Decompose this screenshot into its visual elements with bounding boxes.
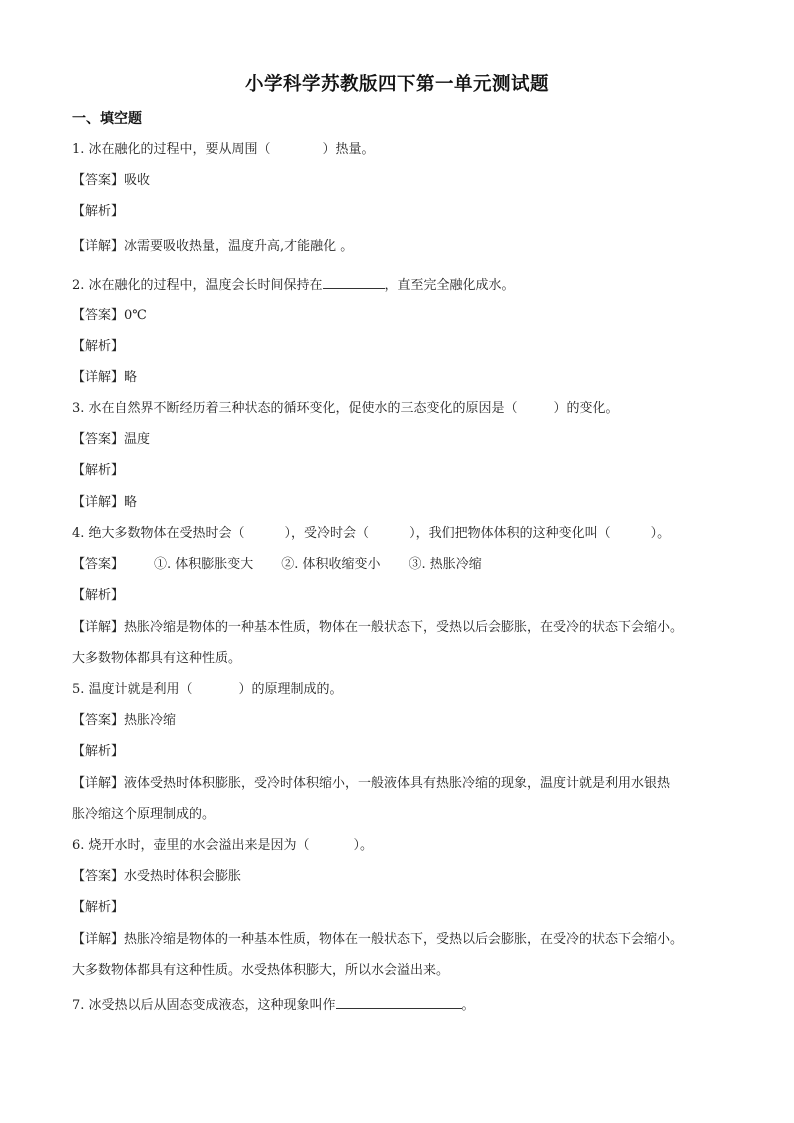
question-6-prefix: 6. 烧开水时，壶里的水会溢出来是因为（ — [72, 838, 310, 853]
answer-1: 【答案】吸收 — [72, 173, 151, 188]
analysis-6: 【解析】 — [72, 900, 125, 915]
detail-5-line-1: 【详解】液体受热时体积膨胀，受冷时体积缩小，一般液体具有热胀冷缩的现象，温度计就是利用水银热 — [72, 776, 671, 791]
answer-4-item-3: ③. 热胀冷缩 — [408, 557, 482, 572]
question-5-prefix: 5. 温度计就是利用（ — [72, 682, 193, 697]
answer-5: 【答案】热胀冷缩 — [72, 713, 177, 728]
answer-4-label: 【答案】 — [72, 557, 125, 572]
detail-4-line-1: 【详解】热胀冷缩是物体的一种基本性质，物体在一般状态下，受热以后会膨胀，在受冷的状态下会缩小。 — [72, 620, 684, 635]
analysis-3: 【解析】 — [72, 463, 125, 478]
detail-6-line-1: 【详解】热胀冷缩是物体的一种基本性质，物体在一般状态下，受热以后会膨胀，在受冷的状态下会缩小。 — [72, 932, 684, 947]
analysis-5: 【解析】 — [72, 744, 125, 759]
question-7 — [72, 995, 475, 1015]
question-1-prefix: 1. 冰在融化的过程中，要从周围（ — [72, 142, 271, 157]
detail-6-line-2: 大多数物体都具有这种性质。水受热体积膨大，所以水会溢出来。 — [72, 963, 450, 978]
detail-3: 【详解】略 — [72, 495, 138, 510]
answer-4-item-1: ①. 体积膨胀变大 — [154, 557, 254, 572]
question-6 — [72, 837, 373, 855]
analysis-4: 【解析】 — [72, 588, 125, 603]
answer-6: 【答案】水受热时体积会膨胀 — [72, 869, 242, 884]
question-6-suffix: ）。 — [353, 838, 374, 853]
question-4-part-1: 4. 绝大多数物体在受热时会（ — [72, 526, 245, 541]
question-3-suffix: ）的变化。 — [553, 401, 619, 416]
question-7-prefix: 7. 冰受热以后从固态变成液态，这种现象叫作 — [72, 998, 336, 1013]
question-4 — [72, 525, 670, 543]
analysis-1: 【解析】 — [72, 204, 125, 219]
question-4-part-3: ），我们把物体体积的这种变化叫（ — [409, 526, 611, 541]
answer-2: 【答案】0℃ — [72, 308, 147, 323]
analysis-2: 【解析】 — [72, 339, 125, 354]
question-3-prefix: 3. 水在自然界不断经历着三种状态的循环变化，促使水的三态变化的原因是（ — [72, 401, 518, 416]
detail-2: 【详解】略 — [72, 370, 138, 385]
answer-blank-7 — [336, 995, 462, 1009]
question-2-suffix: ，直至完全融化成水。 — [384, 278, 515, 293]
answer-4-item-2: ②. 体积收缩变小 — [281, 557, 381, 572]
question-2 — [72, 275, 515, 295]
question-1 — [72, 141, 375, 159]
detail-5-line-2: 胀冷缩这个原理制成的。 — [72, 807, 216, 822]
section-heading: 一、填空题 — [72, 111, 142, 127]
answer-4 — [72, 556, 482, 574]
answer-3: 【答案】温度 — [72, 432, 151, 447]
question-5-suffix: ）的原理制成的。 — [238, 682, 343, 697]
detail-4-line-2: 大多数物体都具有这种性质。 — [72, 651, 242, 666]
question-4-part-4: ）。 — [650, 526, 671, 541]
document-title: 小学科学苏教版四下第一单元测试题 — [244, 74, 549, 95]
question-2-prefix: 2. 冰在融化的过程中，温度会长时间保持在 — [72, 278, 323, 293]
question-5 — [72, 681, 343, 699]
answer-blank-2 — [323, 275, 385, 289]
question-3 — [72, 400, 619, 418]
question-4-part-2: ），受冷时会（ — [284, 526, 370, 541]
question-7-suffix: 。 — [461, 998, 475, 1013]
detail-1: 【详解】冰需要吸收热量，温度升高,才能融化 。 — [72, 239, 354, 254]
question-1-suffix: ）热量。 — [322, 142, 375, 157]
